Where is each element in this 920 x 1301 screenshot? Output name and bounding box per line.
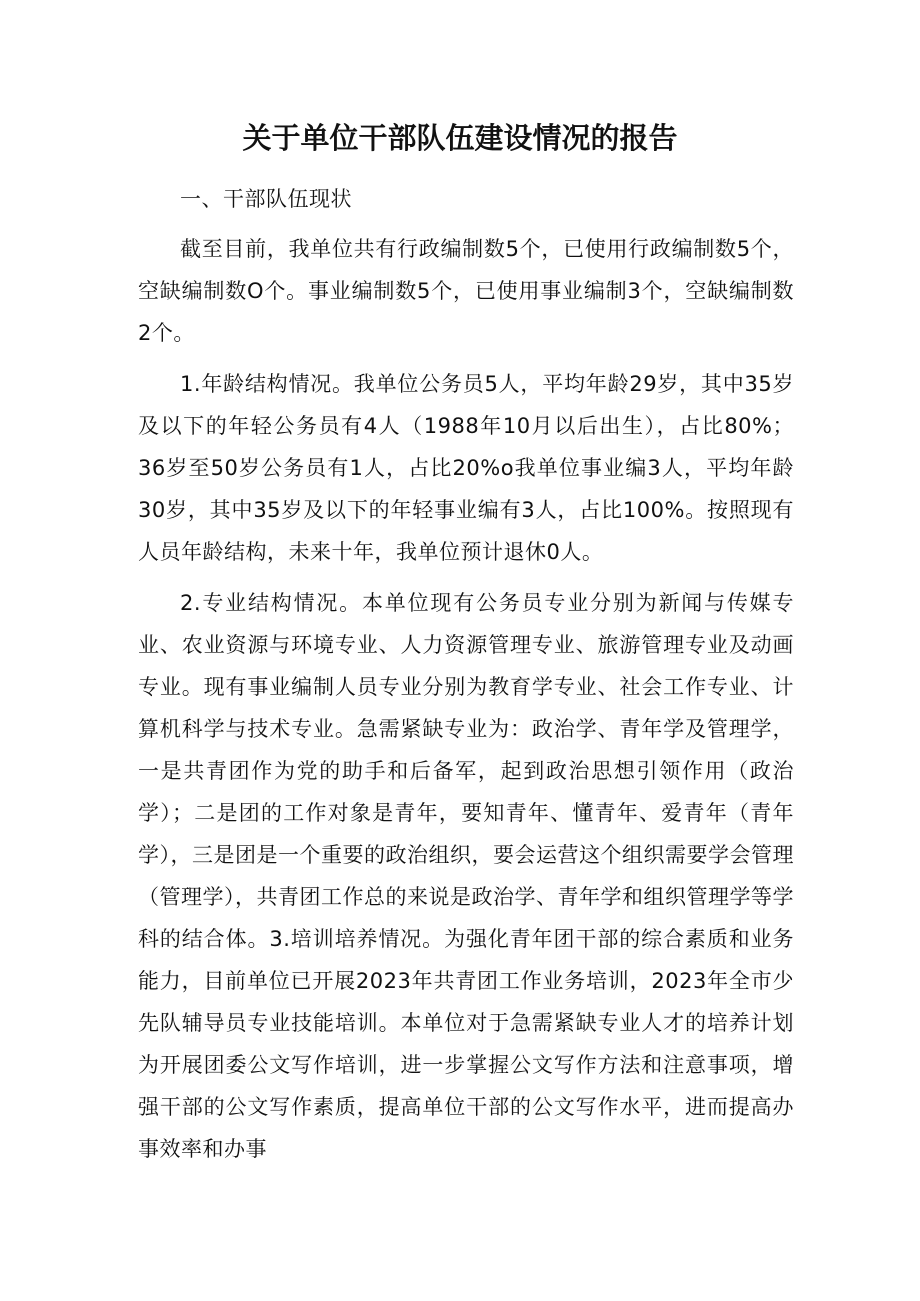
document-title: 关于单位干部队伍建设情况的报告 bbox=[242, 121, 678, 155]
paragraph-age-structure: 1.年龄结构情况。我单位公务员5人，平均年龄29岁，其中35岁及以下的年轻公务员有4人（1988年10月以后出生），占比80%；36岁至50岁公务员有1人，占比20%o我单位事业编3人，平均年龄30岁，其中35岁及以下的年轻事业编有3人，占比100%。按照现有人员年龄结构，未来十年，我单位预计退休0人。 bbox=[138, 372, 794, 564]
paragraph-staffing: 截至目前，我单位共有行政编制数5个，已使用行政编制数5个，空缺编制数O个。事业编制数5个，已使用事业编制3个，空缺编制数2个。 bbox=[138, 237, 794, 345]
document-body bbox=[138, 178, 794, 1170]
paragraph-professional-structure: 2.专业结构情况。本单位现有公务员专业分别为新闻与传媒专业、农业资源与环境专业、人力资源管理专业、旅游管理专业及动画专业。现有事业编制人员专业分别为教育学专业、社会工作专业、计算机科学与技术专业。急需紧缺专业为：政治学、青年学及管理学，一是共青团作为党的助手和后备军，起到政治思想引领作用（政治学）；二是团的工作对象是青年，要知青年、懂青年、爱青年（青年学），三是团是一个重要的政治组织，要会运营这个组织需要学会管理（管理学），共青团工作总的来说是政治学、青年学和组织管理学等学科的结合体。3.培训培养情况。为强化青年团干部的综合素质和业务能力，目前单位已开展2023年共青团工作业务培训，2023年全市少先队辅导员专业技能培训。本单位对于急需紧缺专业人才的培养计划为开展团委公文写作培训，进一步掌握公文写作方法和注意事项，增强干部的公文写作素质，提高单位干部的公文写作水平，进而提高办事效率和办事 bbox=[138, 591, 794, 1161]
section-heading: 一、干部队伍现状 bbox=[180, 187, 352, 211]
